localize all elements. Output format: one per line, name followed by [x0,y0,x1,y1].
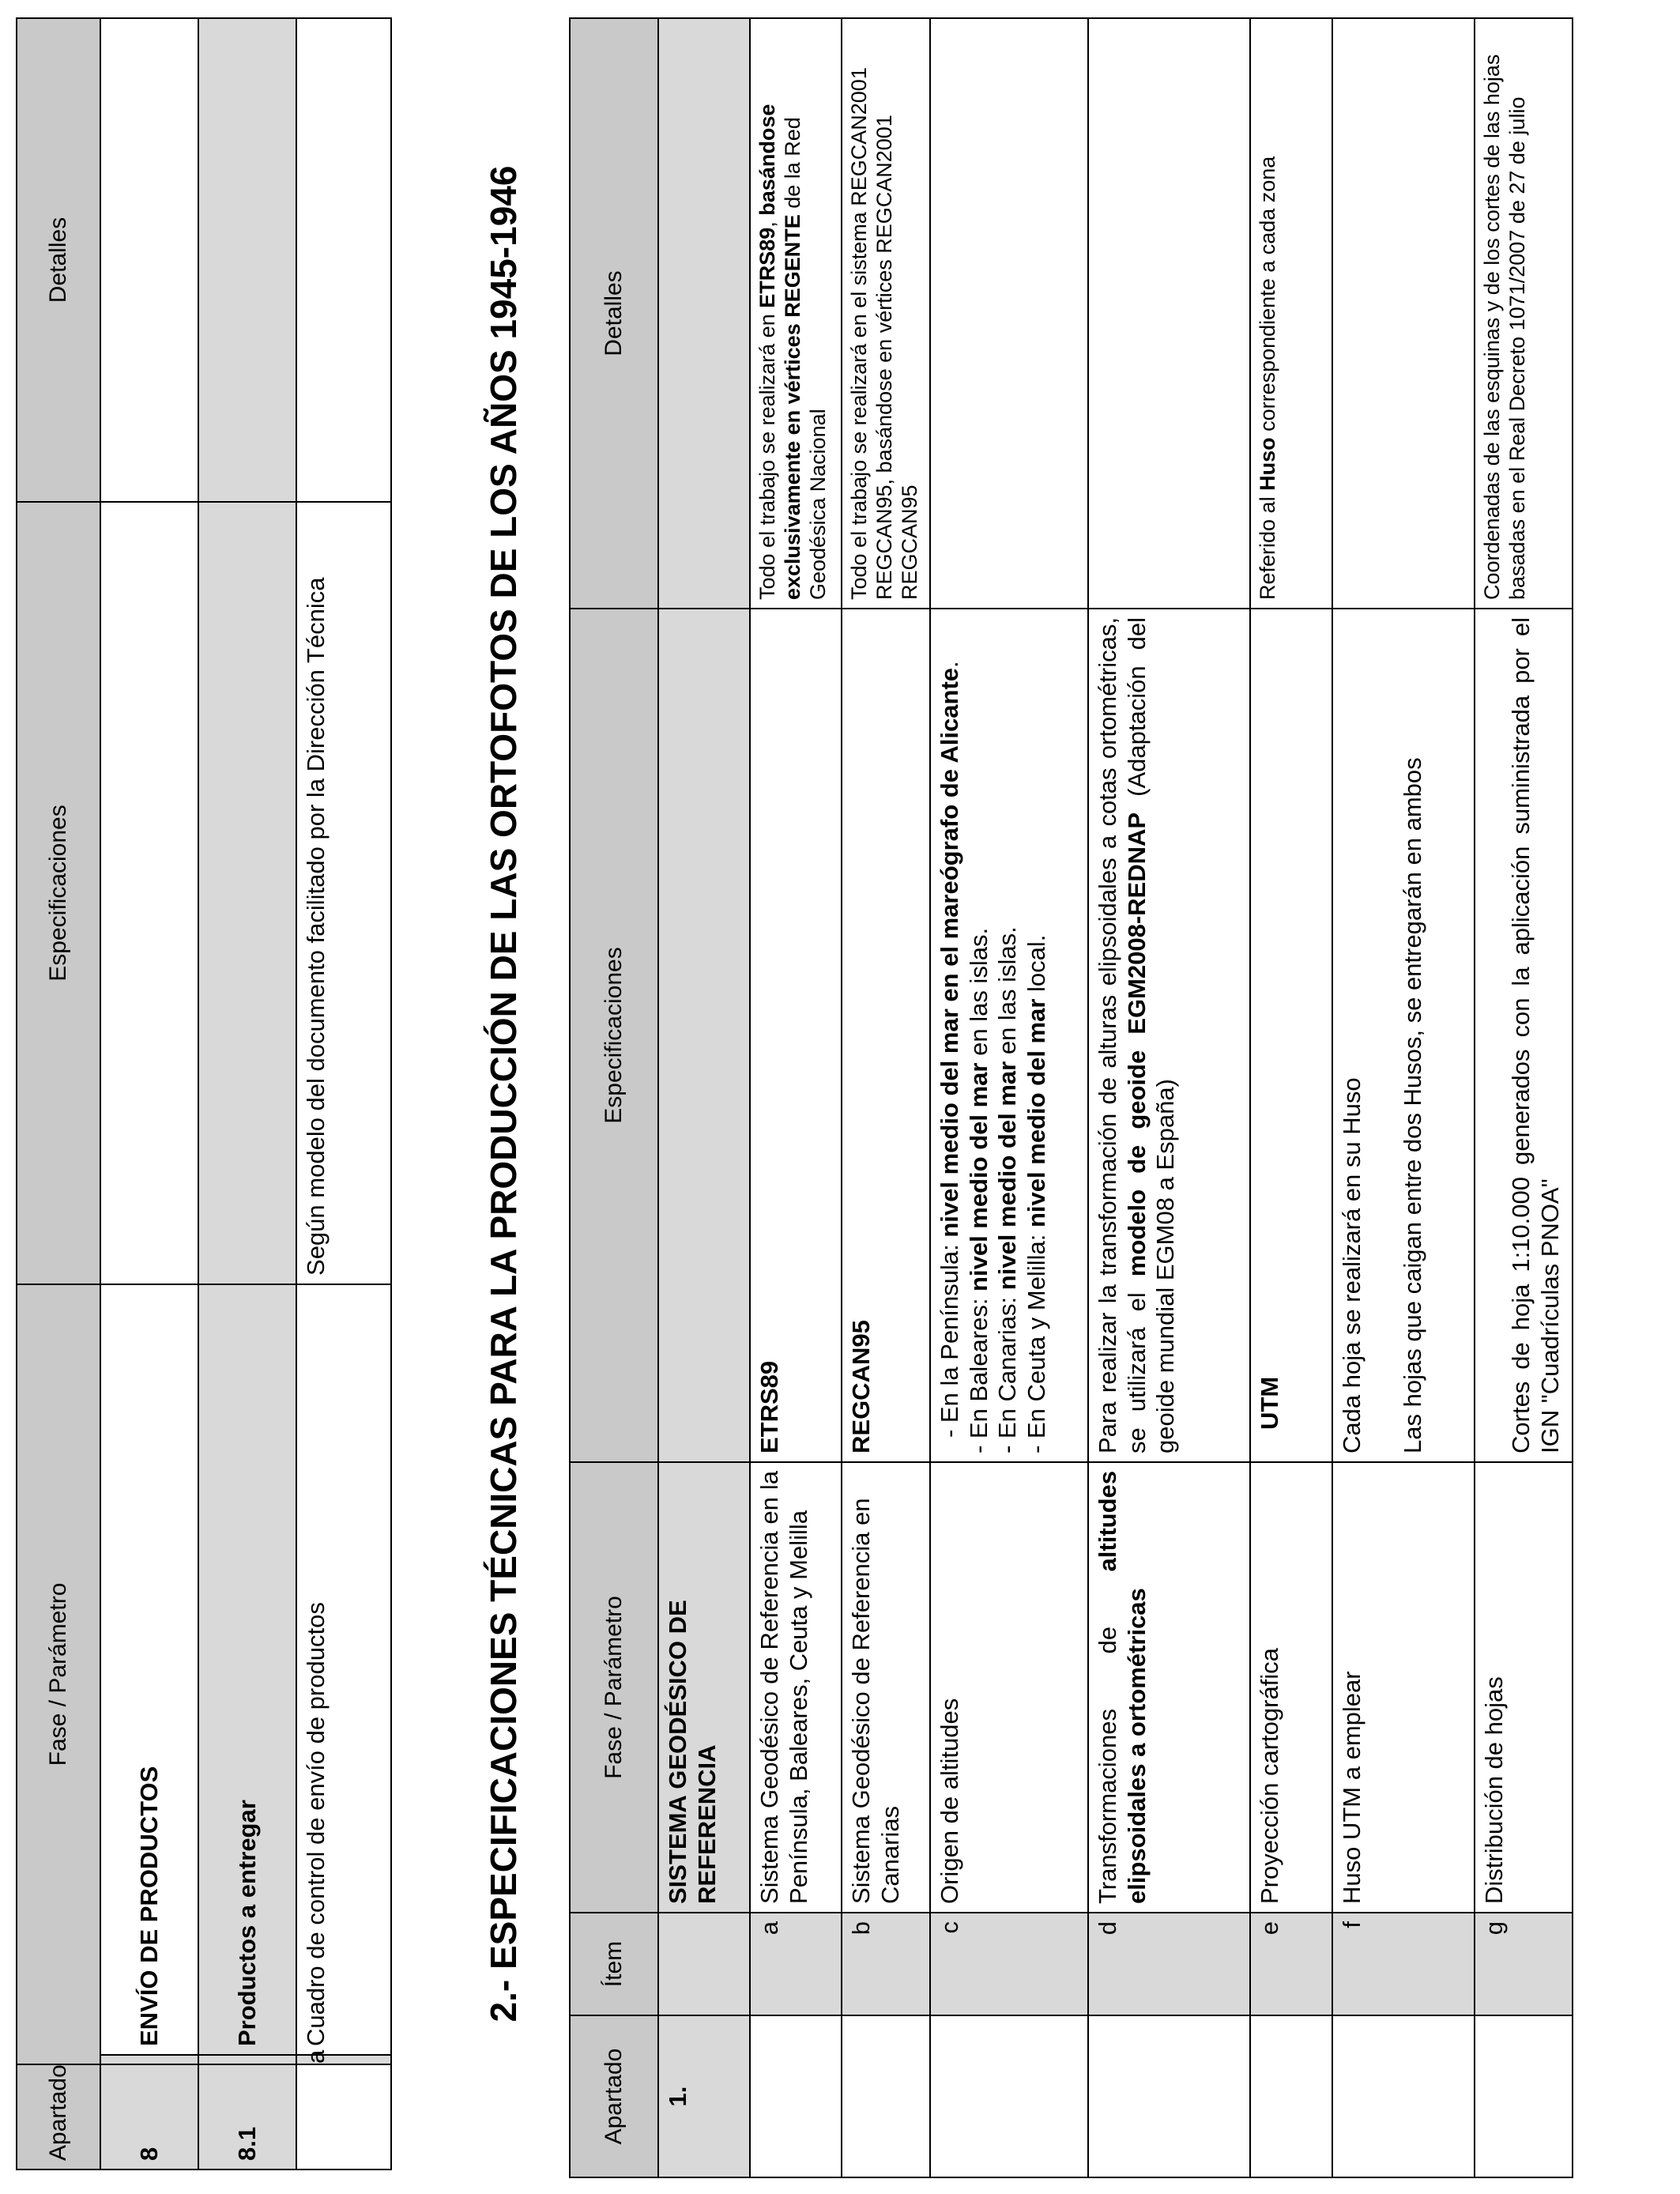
detail-cell: Referido al Huso correspondiente a cada zona [1250,18,1332,609]
detail-cell [930,18,1088,609]
spec-cell [658,609,750,1462]
spec-cell: UTM [1250,609,1332,1462]
detail-text: de la Red Geodésica Nacional [780,117,830,600]
apartado-cell: 8.1 [198,2064,296,2169]
subsection-title: Productos a entregar [198,1284,296,2055]
apartado-cell [1250,2015,1332,2177]
table-row [1088,18,1250,2177]
detail-bold: basándose exclusivamente en vértices REGENTE [755,104,804,600]
section-title: ENVÍO DE PRODUCTOS [100,1284,198,2055]
item-cell [658,1913,750,2015]
table-row [1250,18,1332,2177]
detail-cell [100,18,198,502]
detail-bold: ETRS89 [755,227,779,308]
fase-cell: Cuadro de control de envío de productos [296,1284,391,2055]
apartado-cell [930,2015,1088,2177]
table-row [750,18,842,2177]
item-cell: c [930,1913,1088,2015]
list-item: - En Baleares: nivel medio del mar en las islas. [964,927,993,1453]
detail-text: , [755,215,779,228]
table-especificaciones-tecnicas [569,17,1573,2178]
spec-cell [198,502,296,1284]
header-item: Ítem [570,1913,658,2015]
table-row [198,18,296,2169]
header-apartado: Apartado [570,2015,658,2177]
fase-cell: Origen de altitudes [930,1462,1088,1913]
detail-cell: Todo el trabajo se realizará en el sistema REGCAN2001 REGCAN95, basándose en vértices REGCAN2001 REGCAN95 [842,18,930,609]
spec-cell: Cortes de hoja 1:10.000 generados con la aplicación suministrada por el IGN "Cuadrículas PNOA" [1475,609,1573,1462]
apartado-cell [296,2064,391,2169]
fase-cell: Proyección cartográfica [1250,1462,1332,1913]
item-cell: e [1250,1913,1332,2015]
item-cell: f [1332,1913,1475,2015]
spec-cell: REGCAN95 [842,609,930,1462]
table-envio-productos [16,17,392,2170]
detail-cell [1332,18,1475,609]
table-row [100,18,198,2169]
item-cell: b [842,1913,930,2015]
spec-cell: Cada hoja se realizará en su Huso Las hojas que caigan entre dos Husos, se entregarán en ambos [1332,609,1475,1462]
section-heading: 2.- ESPECIFICACIONES TÉCNICAS PARA LA PRODUCCIÓN DE LAS ORTOFOTOS DE LOS AÑOS 1945-1946 [483,165,524,2022]
fase-cell: Huso UTM a emplear [1332,1462,1475,1913]
table-row [1475,18,1573,2177]
fase-cell: Sistema Geodésico de Referencia en Canarias [842,1462,930,1913]
spec-cell [930,609,1088,1462]
fase-cell: Transformaciones de altitudes elipsoidales a ortométricas [1088,1462,1250,1913]
item-cell: a [750,1913,842,2015]
apartado-cell [1088,2015,1250,2177]
item-cell [198,2055,296,2064]
apartado-cell [842,2015,930,2177]
detail-text: Todo el trabajo se realizará en [755,307,779,600]
header-detalles: Detalles [570,18,658,609]
apartado-cell [1332,2015,1475,2177]
header-fase: Fase / Parámetro [570,1462,658,1913]
spec-cell: Según modelo del documento facilitado por la Dirección Técnica [296,502,391,1284]
list-item: - En Ceuta y Melilla: nivel medio del mar local. [1022,934,1050,1453]
header-apartado: Apartado [17,2064,100,2169]
fase-cell: Distribución de hojas [1475,1462,1573,1913]
item-cell: d [1088,1913,1250,2015]
detail-cell [1088,18,1250,609]
detail-cell [198,18,296,502]
item-cell: g [1475,1913,1573,2015]
header-especificaciones: Especificaciones [17,502,100,1284]
header-detalles: Detalles [17,18,100,502]
list-item: - En Canarias: nivel medio del mar en las islas. [993,926,1022,1453]
detail-cell [658,18,750,609]
detail-cell: Coordenadas de las esquinas y de los cortes de las hojas basadas en el Real Decreto 1071/2007 de 27 de julio [1475,18,1573,609]
item-cell [100,2055,198,2064]
table-row [296,18,391,2169]
table-header-row [17,18,100,2169]
detail-cell [750,18,842,609]
apartado-cell [1475,2015,1573,2177]
table-row [1332,18,1475,2177]
list-item: - En la Península: nivel medio del mar en el mareógrafo de Alicante. [936,661,963,1438]
header-fase: Fase / Parámetro [17,1284,100,2064]
fase-cell: Sistema Geodésico de Referencia en la Península, Baleares, Ceuta y Melilla [750,1462,842,1913]
table-header-row [570,18,658,2177]
table-row [658,18,750,2177]
header-especificaciones: Especificaciones [570,609,658,1462]
apartado-cell [750,2015,842,2177]
apartado-cell: 8 [100,2064,198,2169]
detail-cell [296,18,391,502]
section-title: SISTEMA GEODÉSICO DE REFERENCIA [658,1462,750,1913]
table-row [930,18,1088,2177]
apartado-cell: 1. [658,2015,750,2177]
spec-cell: ETRS89 [750,609,842,1462]
table-row [842,18,930,2177]
item-cell: a [296,2055,391,2064]
spec-cell: Para realizar la transformación de alturas elipsoidales a cotas ortométricas, se utilizará el modelo de geoide EGM2008-REDNAP (Adaptación del geoide mundial EGM08 a España) [1088,609,1250,1462]
spec-cell [100,502,198,1284]
